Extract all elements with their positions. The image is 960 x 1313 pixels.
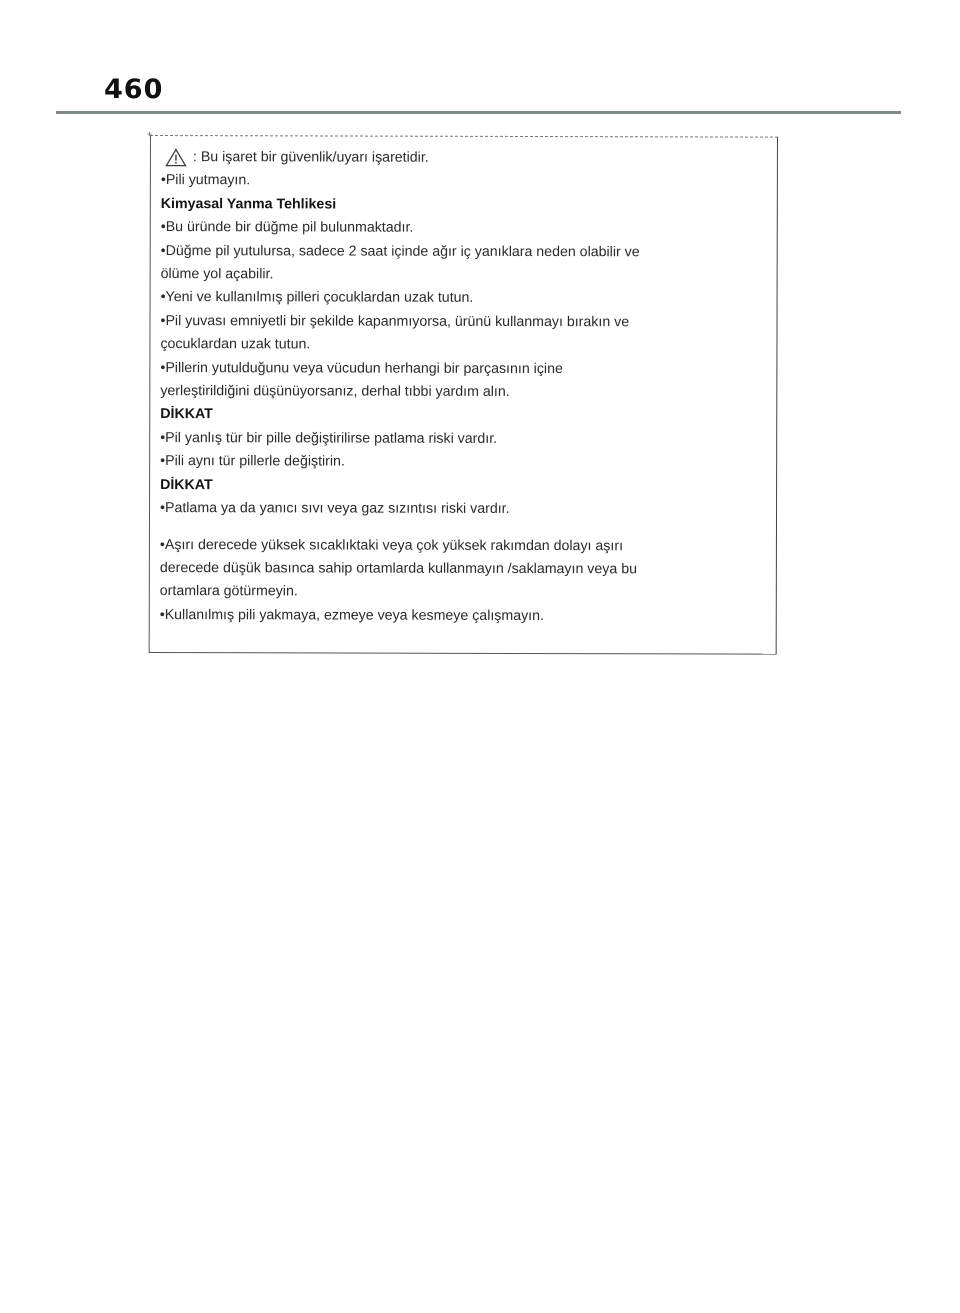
notice-line: •Pillerin yutulduğunu veya vücudun herhangi bir parçasının içine [160, 359, 563, 377]
warning-symbol-line [161, 146, 761, 171]
section-heading: DİKKAT [160, 476, 213, 493]
notice-line: •Pil yanlış tür bir pille değiştirilirse patlama riski vardır. [160, 429, 498, 447]
warning-symbol-text: : Bu işaret bir güvenlik/uyarı işaretidir. [192, 149, 429, 166]
warning-content [160, 146, 761, 629]
notice-line: ortamlara götürmeyin. [159, 583, 298, 600]
notice-line: •Patlama ya da yanıcı sıvı veya gaz sızıntısı riski vardır. [160, 500, 510, 518]
battery-warning-box [146, 128, 778, 655]
notice-line: •Aşırı derecede yüksek sıcaklıktaki veya çok yüksek rakımdan dolayı aşırı [159, 536, 624, 554]
notice-line: •Bu üründe bir düğme pil bulunmaktadır. [160, 219, 414, 236]
notice-line: derecede düşük basınca sahip ortamlarda kullanmayın /saklamayın veya bu [159, 559, 638, 578]
header-divider [56, 111, 901, 114]
notice-line: •Pili yutmayın. [160, 172, 251, 189]
corner-plus-mark: + [146, 128, 153, 140]
notice-line: çocuklardan uzak tutun. [160, 336, 311, 353]
warning-triangle-icon [165, 148, 187, 167]
notice-line: •Kullanılmış pili yakmaya, ezmeye veya kesmeye çalışmayın. [159, 606, 544, 624]
page-number: 460 [104, 74, 164, 105]
section-heading: Kimyasal Yanma Tehlikesi [160, 195, 337, 213]
notice-lines [160, 169, 761, 628]
notice-line: yerleştirildiğini düşünüyorsanız, derhal tıbbi yardım alın. [160, 383, 510, 401]
notice-line: ölüme yol açabilir. [160, 266, 274, 283]
notice-line: •Yeni ve kullanılmış pilleri çocuklardan uzak tutun. [160, 289, 474, 307]
notice-line: •Pili aynı tür pillerle değiştirin. [160, 453, 345, 470]
notice-line: •Pil yuvası emniyetli bir şekilde kapanmıyorsa, ürünü kullanmayı bırakın ve [160, 312, 630, 331]
section-heading: DİKKAT [160, 406, 213, 423]
notice-line: •Düğme pil yutulursa, sadece 2 saat içinde ağır iç yanıklara neden olabilir ve [160, 242, 640, 260]
